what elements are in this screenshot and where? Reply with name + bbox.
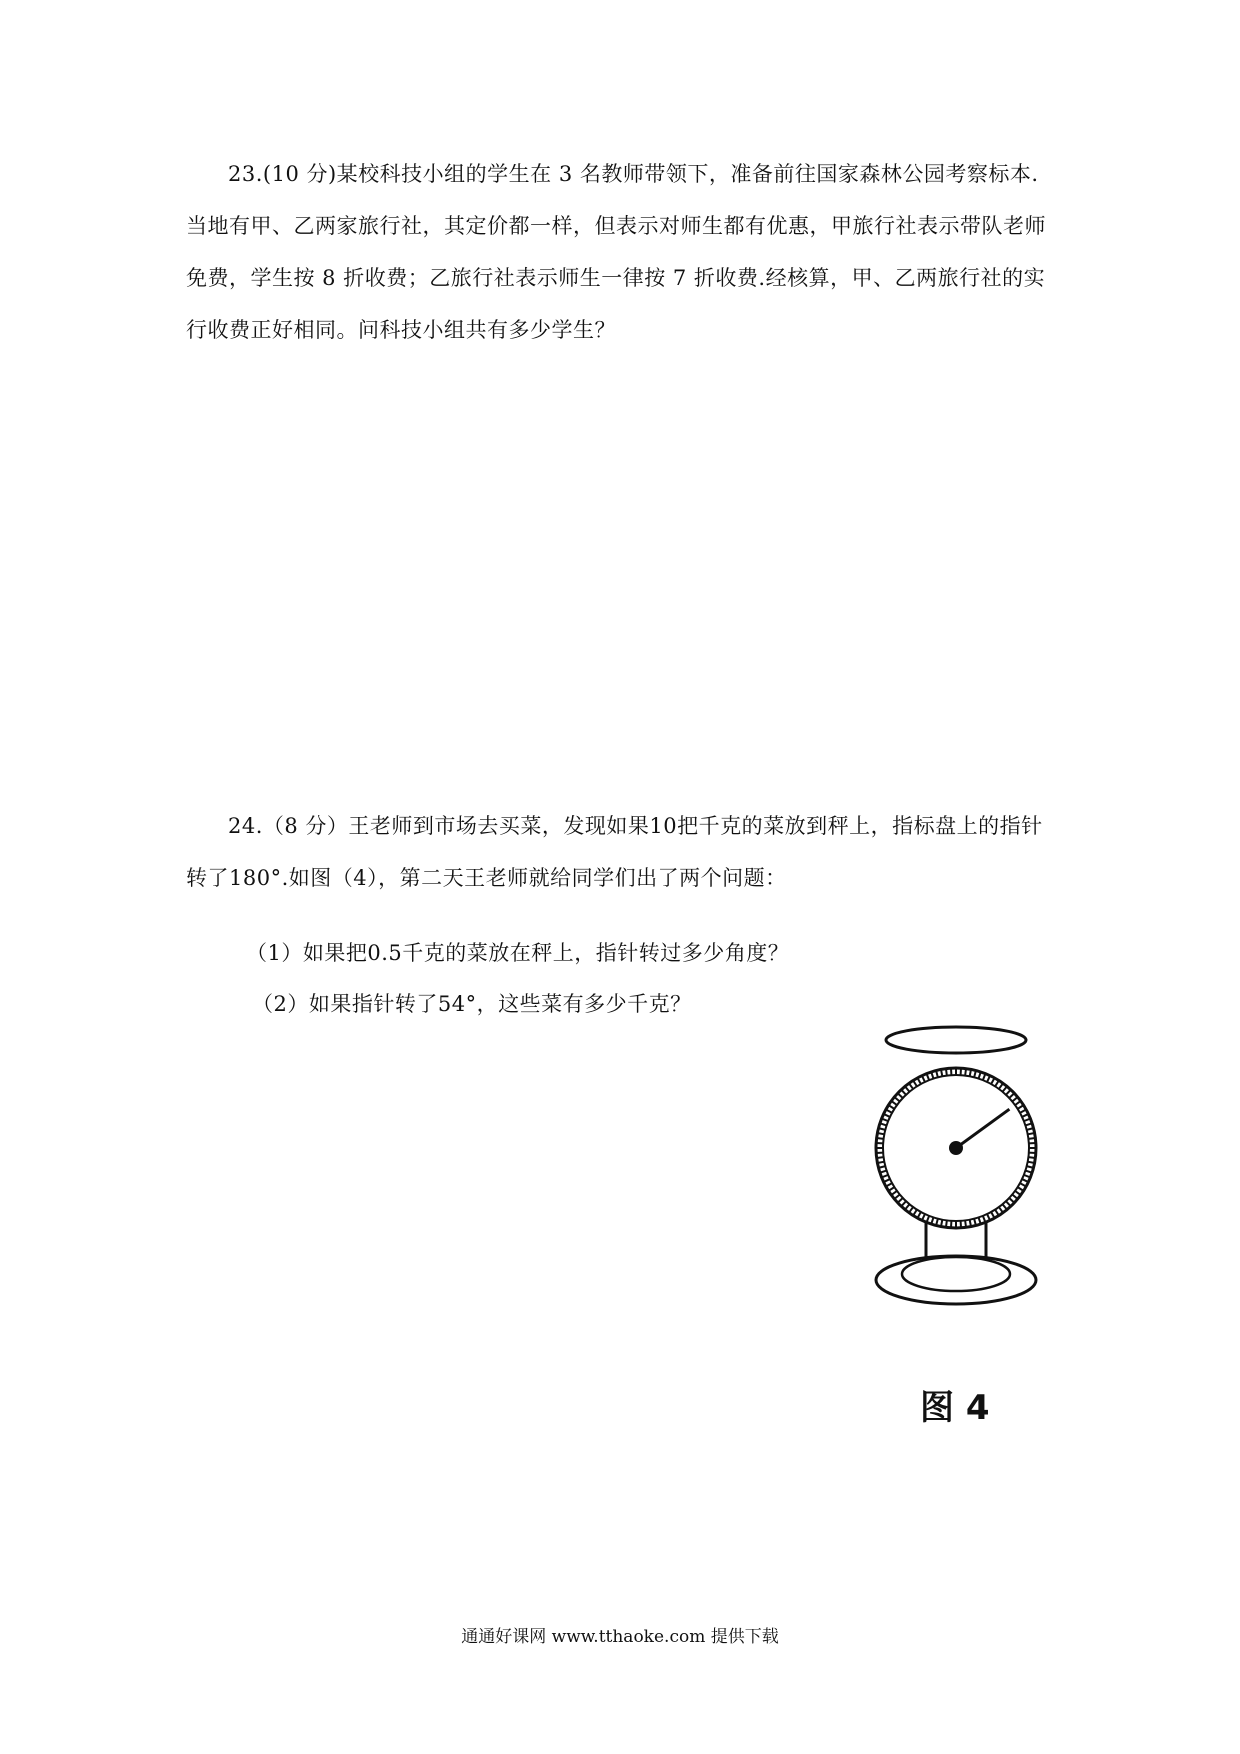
- question-23-line-2: 当地有甲、乙两家旅行社，其定价都一样，但表示对师生都有优惠，甲旅行社表示带队老师: [186, 214, 1046, 238]
- question-23-line-3: 免费，学生按 8 折收费；乙旅行社表示师生一律按 7 折收费.经核算，甲、乙两旅行社的实: [186, 266, 1046, 290]
- question-24: [186, 800, 1056, 904]
- scale-base-inner: [902, 1257, 1010, 1291]
- page-footer: 通通好课网 www.tthaoke.com 提供下载: [461, 1627, 779, 1647]
- question-23: [186, 148, 1056, 356]
- question-23-line-1: 23.(10 分)某校科技小组的学生在 3 名教师带领下，准备前往国家森林公园考察标本.: [228, 162, 1039, 186]
- question-24-sub-2: （2）如果指针转了54°，这些菜有多少千克？: [252, 992, 692, 1016]
- question-24-sub-1: （1）如果把0.5千克的菜放在秤上，指针转过多少角度？: [246, 941, 790, 965]
- scale-needle-hub: [949, 1141, 963, 1155]
- scale-base-outer: [876, 1256, 1036, 1304]
- scale-needle: [956, 1109, 1009, 1148]
- question-24-line-2: 转了180°.如图（4），第二天王老师就给同学们出了两个问题：: [186, 866, 787, 890]
- question-23-line-4: 行收费正好相同。问科技小组共有多少学生？: [186, 318, 616, 342]
- figure-caption: 图 4: [920, 1388, 990, 1428]
- scale-top-pan: [886, 1027, 1026, 1053]
- question-24-line-1: 24.（8 分）王老师到市场去买菜，发现如果10把千克的菜放到秤上，指标盘上的指针: [228, 814, 1043, 838]
- kitchen-scale-icon: [860, 1020, 1060, 1350]
